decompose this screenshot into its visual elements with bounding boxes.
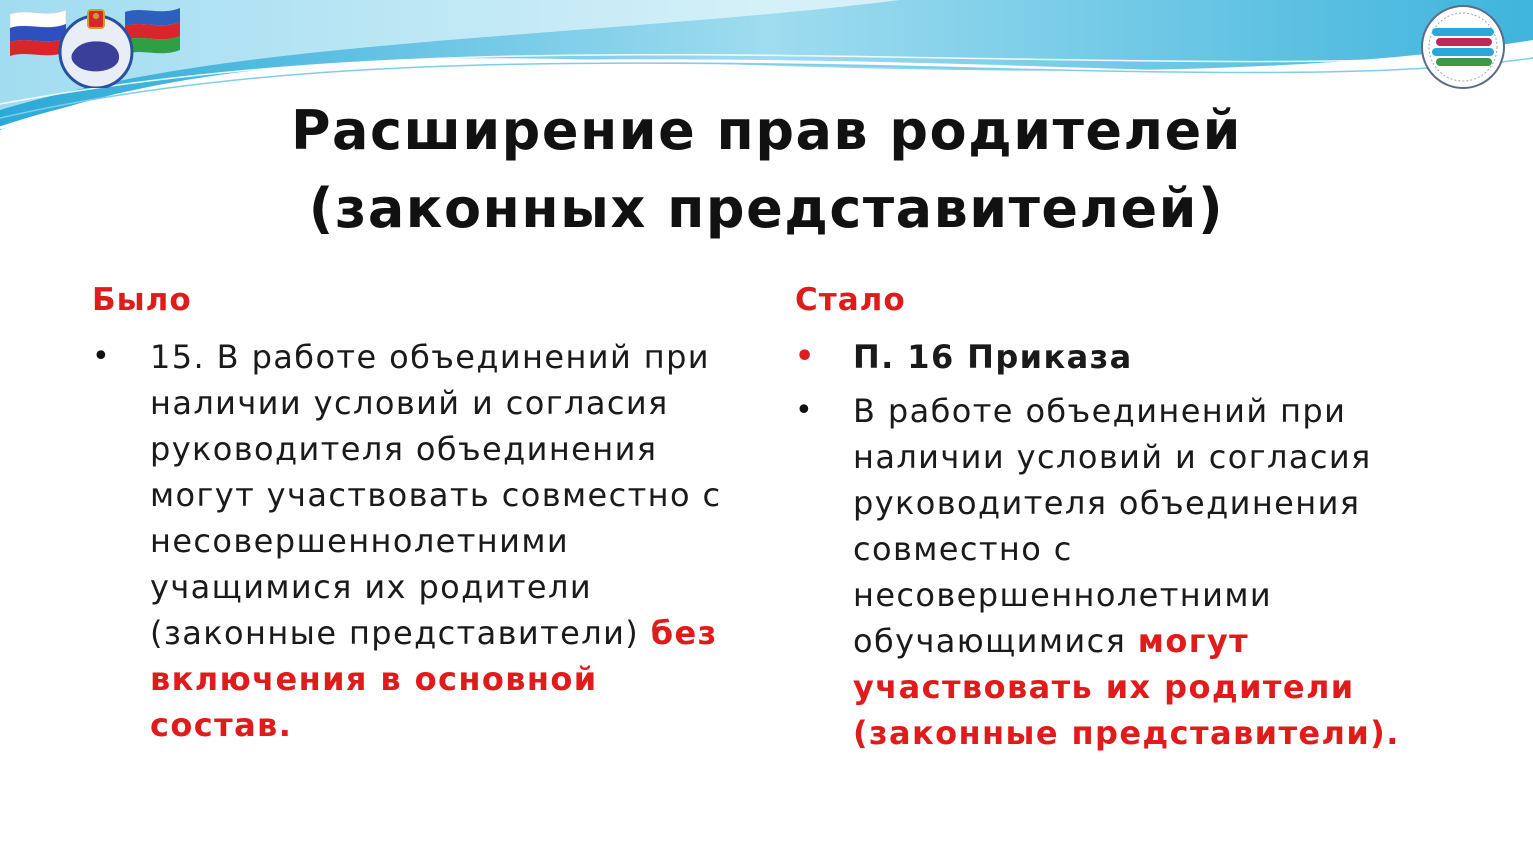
bullet-icon: • — [92, 339, 112, 374]
before-item-emphasis: без включения в основной состав. — [150, 614, 718, 744]
after-list — [795, 334, 1455, 756]
before-column — [92, 278, 752, 756]
round-institution-logo — [1402, 4, 1524, 90]
after-item2-text: В работе объединений при наличии условий и согласия руководителя объединения совместно с несовершеннолетними обучающимися — [853, 392, 1372, 660]
regional-emblem-logo — [8, 2, 183, 88]
after-list-item — [795, 388, 1455, 756]
before-list-item — [92, 334, 752, 748]
after-column — [795, 278, 1455, 764]
bullet-icon: • — [795, 339, 816, 374]
bullet-icon: • — [795, 393, 815, 428]
before-list — [92, 334, 752, 748]
after-item1-text: П. 16 Приказа — [853, 338, 1133, 376]
before-item-text: 15. В работе объединений при наличии условий и согласия руководителя объединения могут участвовать совместно с несовершеннолетними учащимися их родители (законные представители) — [150, 338, 722, 652]
after-item2-emphasis: могут участвовать их родители (законные представители) — [853, 622, 1387, 752]
slide-title-line1: Расширение прав родителей — [290, 99, 1243, 162]
slide-title-line2: (законных представителей) — [308, 177, 1225, 240]
before-heading: Было — [92, 282, 192, 318]
after-item2-end: . — [1386, 714, 1400, 752]
after-heading: Стало — [795, 282, 906, 318]
slide-title — [0, 92, 1533, 248]
after-list-item-order — [795, 334, 1455, 380]
